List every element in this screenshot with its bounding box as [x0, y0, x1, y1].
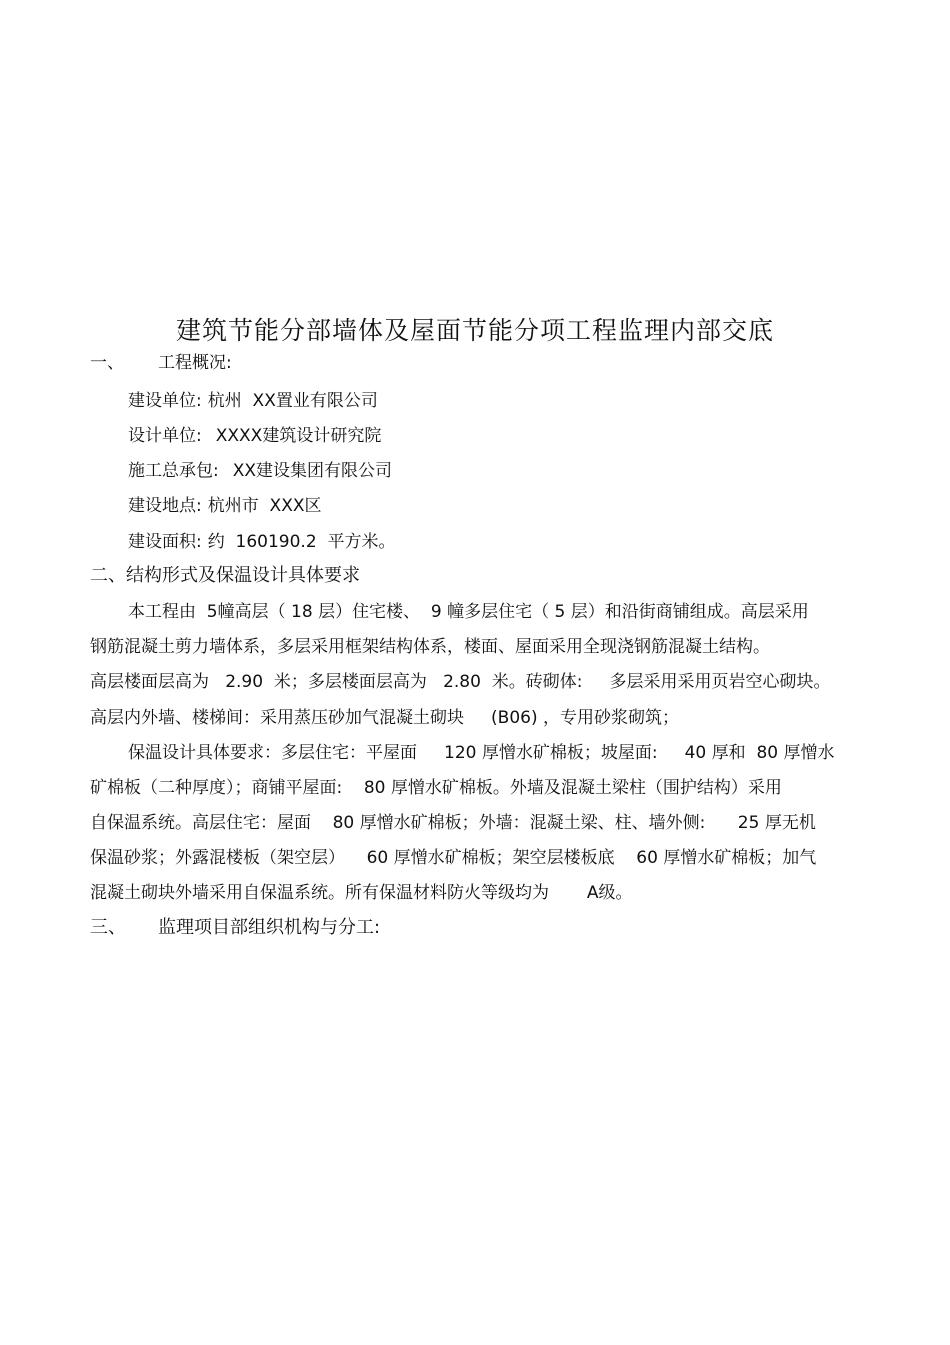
section-1-heading	[90, 351, 232, 375]
body-line: 混凝土砌块外墙采用自保温系统。所有保温材料防火等级均为 A级。	[90, 883, 633, 903]
info-label: 设计单位:	[128, 426, 202, 446]
info-value: XX建设集团有限公司	[232, 461, 393, 481]
section-2-heading: 二、结构形式及保温设计具体要求	[90, 565, 360, 586]
info-row-contractor	[128, 459, 392, 483]
body-line: 钢筋混凝土剪力墙体系，多层采用框架结构体系，楼面、屋面采用全现浇钢筋混凝土结构。	[90, 637, 770, 657]
section-3-number: 三、	[90, 917, 126, 938]
info-value: XXXX建筑设计研究院	[215, 426, 382, 446]
body-line: 保温设计具体要求：多层住宅：平屋面 120 厚憎水矿棉板；坡屋面: 40 厚和 80 厚憎水	[128, 743, 835, 763]
body-line: 矿棉板（二种厚度）；商铺平屋面: 80 厚憎水矿棉板。外墙及混凝土梁柱（围护结构）采用	[90, 778, 782, 798]
document-title: 建筑节能分部墙体及屋面节能分项工程监理内部交底	[175, 316, 774, 345]
body-line: 高层楼面层高为 2.90 米；多层楼面层高为 2.80 米。砖砌体: 多层采用采用页岩空心砌块。	[90, 672, 831, 692]
info-row-area	[128, 530, 395, 554]
info-row-builder	[128, 389, 378, 413]
info-row-designer	[128, 424, 381, 448]
info-value: 杭州市 XXX区	[207, 496, 322, 516]
info-label: 施工总承包:	[128, 461, 219, 481]
info-label: 建设单位:	[128, 391, 202, 411]
info-row-location	[128, 494, 321, 518]
body-line: 保温砂浆；外露混楼板（架空层） 60 厚憎水矿棉板；架空层楼板底 60 厚憎水矿棉板；加气	[90, 848, 817, 868]
info-value: 约 160190.2 平方米。	[207, 532, 396, 552]
info-value: 杭州 XX置业有限公司	[207, 391, 378, 411]
section-3-heading	[90, 916, 380, 940]
body-line: 本工程由 5幢高层（ 18 层）住宅楼、 9 幢多层住宅（ 5 层）和沿街商铺组成。高层采用	[128, 602, 809, 622]
info-label: 建设面积:	[128, 532, 202, 552]
section-1-title: 工程概况:	[158, 353, 232, 373]
body-line: 自保温系统。高层住宅：屋面 80 厚憎水矿棉板；外墙：混凝土梁、柱、墙外侧: 25 厚无机	[90, 813, 816, 833]
section-3-title: 监理项目部组织机构与分工:	[158, 917, 381, 938]
body-line: 高层内外墙、楼梯间：采用蒸压砂加气混凝土砌块 (B06) ，专用砂浆砌筑；	[90, 708, 679, 728]
info-label: 建设地点:	[128, 496, 202, 516]
section-1-number: 一、	[90, 353, 124, 373]
